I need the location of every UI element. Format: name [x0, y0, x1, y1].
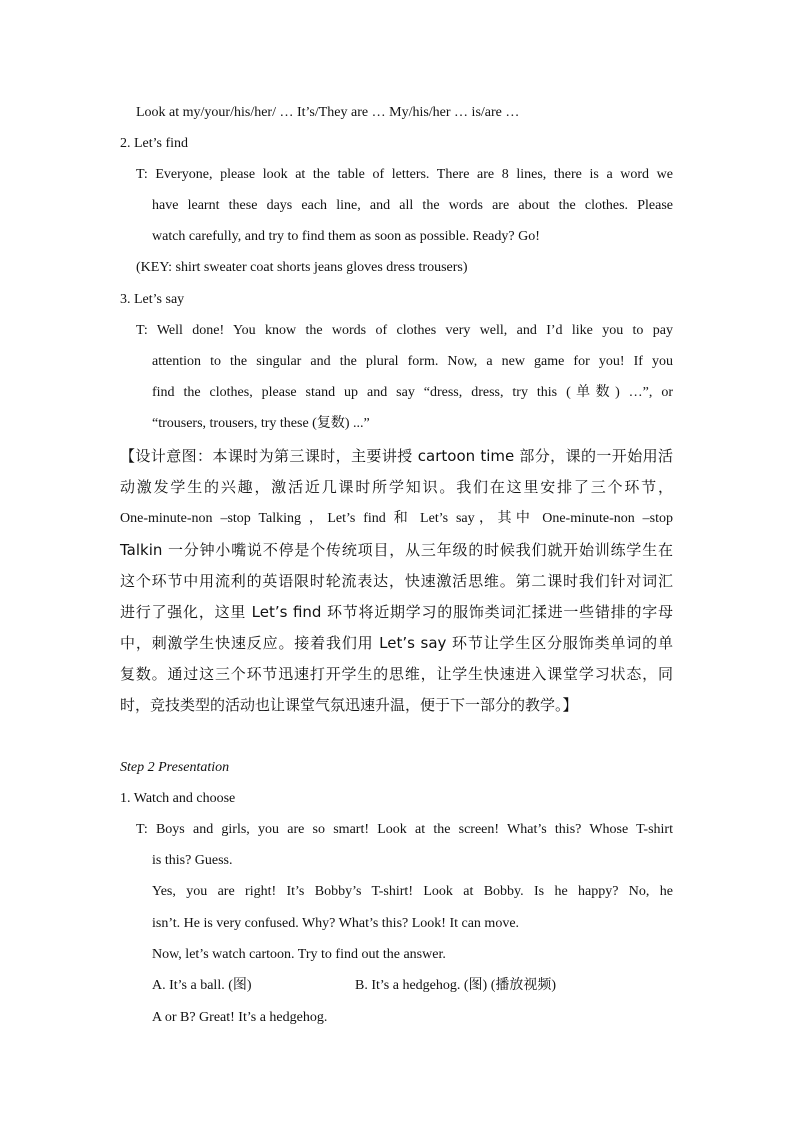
answer-key: (KEY: shirt sweater coat shorts jeans gloves dress trousers) — [136, 260, 468, 275]
teacher-line: T: Well done! You know the words of clothes very well, and I’d like you to pay — [136, 323, 673, 338]
design-intent-line: 时，竞技类型的活动也让课堂气氛迅速升温，便于下一部分的教学。】 — [120, 696, 578, 714]
design-intent-line: 进行了强化，这里 Let’s find 环节将近期学习的服饰类词汇揉进一些错排的字母 — [120, 603, 673, 621]
design-intent-line: 这个环节中用流利的英语限时轮流表达，快速激活思维。第二课时我们针对词汇 — [120, 572, 673, 590]
teacher-line: T: Boys and girls, you are so smart! Look at the screen! What’s this? Whose T-shirt — [136, 822, 673, 837]
design-intent-line: One-minute-non –stop Talking ，Let’s find 和 Let’s say，其中 One-minute-non –stop — [120, 511, 673, 526]
answer-line: A or B? Great! It’s a hedgehog. — [152, 1010, 328, 1025]
teacher-line: Now, let’s watch cartoon. Try to find out the answer. — [152, 947, 446, 962]
design-intent-line: 复数。通过这三个环节迅速打开学生的思维，让学生快速进入课堂学习状态，同 — [120, 665, 673, 683]
watch-choose-heading: 1. Watch and choose — [120, 791, 236, 806]
teacher-line: have learnt these days each line, and all the words are about the clothes. Please — [152, 198, 673, 213]
teacher-line: find the clothes, please stand up and say “dress, dress, try this (单数) …”, or — [152, 385, 673, 400]
step-title: Step 2 Presentation — [120, 760, 230, 775]
design-intent-line: 中，刺激学生快速反应。接着我们用 Let’s say 环节让学生区分服饰类单词的单 — [120, 634, 673, 652]
design-intent-line: Talkin 一分钟小嘴说不停是个传统项目，从三年级的时候我们就开始训练学生在 — [120, 541, 673, 559]
teacher-line: is this? Guess. — [152, 853, 233, 868]
design-intent-line: 动激发学生的兴趣，激活近几课时所学知识。我们在这里安排了三个环节， — [120, 478, 673, 496]
teacher-line: Yes, you are right! It’s Bobby’s T-shirt! Look at Bobby. Is he happy? No, he — [152, 884, 673, 899]
design-intent-line: 【设计意图：本课时为第三课时，主要讲授 cartoon time 部分，课的一开始用活 — [120, 447, 673, 465]
option-a: A. It’s a ball. (图) — [152, 978, 252, 993]
teacher-line: attention to the singular and the plural form. Now, a new game for you! If you — [152, 354, 673, 369]
lets-say-heading: 3. Let’s say — [120, 292, 185, 307]
lets-find-heading: 2. Let’s find — [120, 136, 189, 151]
option-b: B. It’s a hedgehog. (图) (播放视频) — [355, 978, 557, 993]
sentence-pattern-line: Look at my/your/his/her/ … It’s/They are … My/his/her … is/are … — [136, 105, 520, 120]
teacher-line: isn’t. He is very confused. Why? What’s this? Look! It can move. — [152, 916, 520, 931]
teacher-line: T: Everyone, please look at the table of letters. There are 8 lines, there is a word we — [136, 167, 673, 182]
teacher-line: watch carefully, and try to find them as soon as possible. Ready? Go! — [152, 229, 540, 244]
teacher-line: “trousers, trousers, try these (复数) ...” — [152, 416, 370, 431]
